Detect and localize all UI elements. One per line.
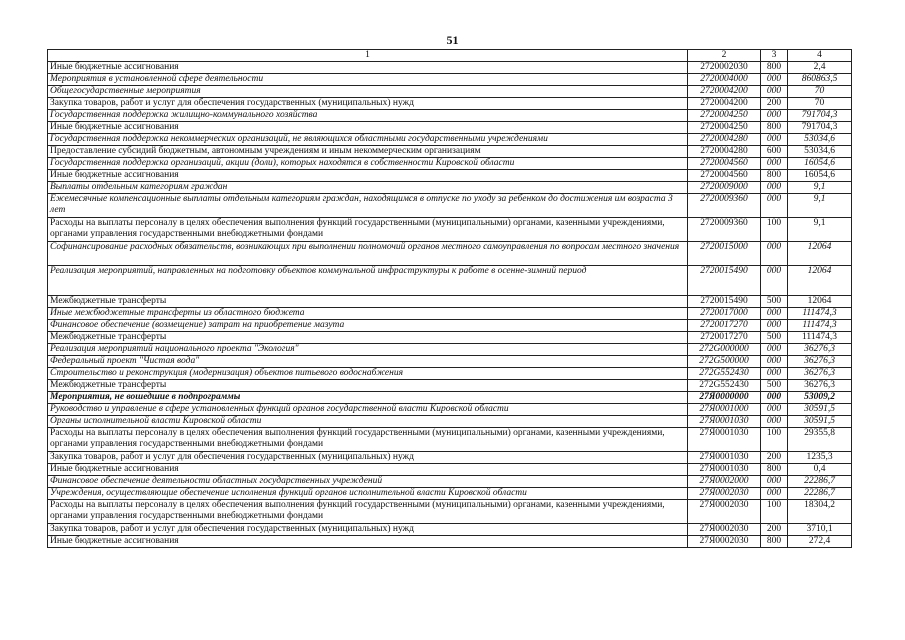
table-row: [48, 122, 852, 134]
row-code-cell: 27Я0002030: [688, 536, 761, 548]
row-amount-cell: 36276,3: [788, 356, 852, 368]
row-code-cell: 2720017270: [688, 320, 761, 332]
table-row: [48, 344, 852, 356]
row-code-cell: 2720004560: [688, 170, 761, 182]
row-code-cell: 2720004250: [688, 122, 761, 134]
table-row: [48, 146, 852, 158]
table-row: [48, 194, 852, 218]
row-name-cell: Расходы на выплаты персоналу в целях обеспечения выполнения функций государственными (муниципальными) органами, казенными учреждениями, органами управления государственными внебюджетными фондами: [48, 218, 688, 242]
row-name-cell: Закупка товаров, работ и услуг для обеспечения государственных (муниципальных) нужд: [48, 98, 688, 110]
row-type-cell: 800: [761, 62, 788, 74]
row-name-cell: Закупка товаров, работ и услуг для обеспечения государственных (муниципальных) нужд: [48, 452, 688, 464]
row-type-cell: 800: [761, 122, 788, 134]
row-code-cell: 27Я0001030: [688, 428, 761, 452]
row-amount-cell: 53034,6: [788, 134, 852, 146]
row-type-cell: 100: [761, 218, 788, 242]
row-code-cell: 27Я0002030: [688, 524, 761, 536]
table-row: [48, 500, 852, 524]
row-name-cell: Межбюджетные трансферты: [48, 332, 688, 344]
row-type-cell: 000: [761, 194, 788, 218]
row-type-cell: 800: [761, 464, 788, 476]
row-amount-cell: 272,4: [788, 536, 852, 548]
row-type-cell: 000: [761, 308, 788, 320]
row-code-cell: 27Я0002030: [688, 500, 761, 524]
table-row: [48, 452, 852, 464]
row-name-cell: Мероприятия в установленной сфере деятельности: [48, 74, 688, 86]
row-code-cell: 2720009360: [688, 194, 761, 218]
row-amount-cell: 30591,5: [788, 404, 852, 416]
row-amount-cell: 9,1: [788, 182, 852, 194]
row-amount-cell: 3710,1: [788, 524, 852, 536]
row-code-cell: 2720017000: [688, 308, 761, 320]
table-row: [48, 242, 852, 266]
row-type-cell: 000: [761, 368, 788, 380]
row-name-cell: Закупка товаров, работ и услуг для обеспечения государственных (муниципальных) нужд: [48, 524, 688, 536]
row-name-cell: Выплаты отдельным категориям граждан: [48, 182, 688, 194]
table-row: [48, 74, 852, 86]
row-amount-cell: 22286,7: [788, 488, 852, 500]
row-code-cell: 272G500000: [688, 356, 761, 368]
row-name-cell: Иные межбюджетные трансферты из областного бюджета: [48, 308, 688, 320]
table-row: [48, 392, 852, 404]
row-code-cell: 27Я0002000: [688, 476, 761, 488]
row-amount-cell: 16054,6: [788, 158, 852, 170]
row-code-cell: 2720004250: [688, 110, 761, 122]
row-name-cell: Органы исполнительной власти Кировской области: [48, 416, 688, 428]
table-row: [48, 182, 852, 194]
row-type-cell: 200: [761, 452, 788, 464]
table-header-row: [48, 50, 852, 62]
row-name-cell: Межбюджетные трансферты: [48, 296, 688, 308]
row-code-cell: 272G000000: [688, 344, 761, 356]
row-code-cell: 27Я0002030: [688, 488, 761, 500]
table-row: [48, 86, 852, 98]
row-type-cell: 000: [761, 416, 788, 428]
row-name-cell: Иные бюджетные ассигнования: [48, 536, 688, 548]
row-name-cell: Предоставление субсидий бюджетным, автономным учреждениям и иным некоммерческим организациям: [48, 146, 688, 158]
row-code-cell: 27Я0001000: [688, 404, 761, 416]
row-code-cell: 2720009000: [688, 182, 761, 194]
row-amount-cell: 70: [788, 86, 852, 98]
row-name-cell: Государственная поддержка организаций, акции (доли), которых находятся в собственности Кировской области: [48, 158, 688, 170]
header-col-1: 1: [48, 50, 688, 62]
row-name-cell: Федеральный проект "Чистая вода": [48, 356, 688, 368]
row-type-cell: 000: [761, 182, 788, 194]
row-code-cell: 2720004560: [688, 158, 761, 170]
row-code-cell: 2720004280: [688, 146, 761, 158]
row-code-cell: 27Я0001030: [688, 464, 761, 476]
table-row: [48, 428, 852, 452]
table-row: [48, 524, 852, 536]
row-type-cell: 000: [761, 320, 788, 332]
row-type-cell: 000: [761, 488, 788, 500]
row-name-cell: Учреждения, осуществляющие обеспечение исполнения функций органов исполнительной власти Кировской области: [48, 488, 688, 500]
row-name-cell: Финансовое обеспечение деятельности областных государственных учреждений: [48, 476, 688, 488]
table-row: [48, 266, 852, 296]
table-row: [48, 158, 852, 170]
row-amount-cell: 12064: [788, 242, 852, 266]
table-row: [48, 98, 852, 110]
row-type-cell: 000: [761, 158, 788, 170]
row-amount-cell: 22286,7: [788, 476, 852, 488]
budget-table: [47, 49, 852, 548]
header-col-3: 3: [761, 50, 788, 62]
row-name-cell: Реализация мероприятий, направленных на подготовку объектов коммунальной инфраструктуры к работе в осенне-зимний период: [48, 266, 688, 296]
row-code-cell: 272G552430: [688, 368, 761, 380]
row-name-cell: Расходы на выплаты персоналу в целях обеспечения выполнения функций государственными (муниципальными) органами, казенными учреждениями, органами управления государственными внебюджетными фондами: [48, 500, 688, 524]
table-row: [48, 488, 852, 500]
row-type-cell: 500: [761, 332, 788, 344]
table-row: [48, 170, 852, 182]
row-amount-cell: 36276,3: [788, 368, 852, 380]
row-name-cell: Иные бюджетные ассигнования: [48, 170, 688, 182]
row-code-cell: 2720017270: [688, 332, 761, 344]
row-amount-cell: 2,4: [788, 62, 852, 74]
row-name-cell: Руководство и управление в сфере установленных функций органов государственной власти Кировской области: [48, 404, 688, 416]
row-type-cell: 000: [761, 344, 788, 356]
row-amount-cell: 9,1: [788, 218, 852, 242]
table-row: [48, 62, 852, 74]
row-code-cell: 2720004280: [688, 134, 761, 146]
page-number: 51: [446, 33, 459, 47]
row-type-cell: 000: [761, 86, 788, 98]
header-col-2: 2: [688, 50, 761, 62]
row-name-cell: Реализация мероприятий национального проекта "Экология": [48, 344, 688, 356]
row-amount-cell: 53034,6: [788, 146, 852, 158]
row-name-cell: Иные бюджетные ассигнования: [48, 122, 688, 134]
row-type-cell: 100: [761, 500, 788, 524]
row-amount-cell: 12064: [788, 296, 852, 308]
row-name-cell: Финансовое обеспечение (возмещение) затрат на приобретение мазута: [48, 320, 688, 332]
row-code-cell: 27Я0001030: [688, 452, 761, 464]
table-row: [48, 218, 852, 242]
table-body: [48, 62, 852, 548]
row-type-cell: 500: [761, 296, 788, 308]
row-code-cell: 27Я0000000: [688, 392, 761, 404]
row-name-cell: Строительство и реконструкция (модернизация) объектов питьевого водоснабжения: [48, 368, 688, 380]
row-code-cell: 2720004200: [688, 86, 761, 98]
table-row: [48, 536, 852, 548]
row-amount-cell: 29355,8: [788, 428, 852, 452]
row-code-cell: 2720002030: [688, 62, 761, 74]
table-row: [48, 404, 852, 416]
row-name-cell: Мероприятия, не вошедшие в подпрограммы: [48, 392, 688, 404]
row-code-cell: 2720015490: [688, 266, 761, 296]
row-amount-cell: 111474,3: [788, 332, 852, 344]
row-amount-cell: 9,1: [788, 194, 852, 218]
row-code-cell: 2720015000: [688, 242, 761, 266]
row-amount-cell: 30591,5: [788, 416, 852, 428]
row-name-cell: Общегосударственные мероприятия: [48, 86, 688, 98]
table-row: [48, 476, 852, 488]
row-type-cell: 000: [761, 476, 788, 488]
row-name-cell: Ежемесячные компенсационные выплаты отдельным категориям граждан, находящимся в отпуске по уходу за ребенком до достижения им возраста 3 лет: [48, 194, 688, 218]
row-amount-cell: 860863,5: [788, 74, 852, 86]
row-amount-cell: 12064: [788, 266, 852, 296]
row-type-cell: 100: [761, 428, 788, 452]
row-code-cell: 2720015490: [688, 296, 761, 308]
row-code-cell: 2720009360: [688, 218, 761, 242]
row-type-cell: 200: [761, 98, 788, 110]
row-type-cell: 600: [761, 146, 788, 158]
row-amount-cell: 0,4: [788, 464, 852, 476]
row-name-cell: Софинансирование расходных обязательств, возникающих при выполнении полномочий органов местного самоуправления по вопросам местного значения: [48, 242, 688, 266]
table-row: [48, 296, 852, 308]
row-type-cell: 000: [761, 134, 788, 146]
row-name-cell: Иные бюджетные ассигнования: [48, 464, 688, 476]
table-row: [48, 464, 852, 476]
table-row: [48, 380, 852, 392]
row-amount-cell: 70: [788, 98, 852, 110]
row-amount-cell: 791704,3: [788, 122, 852, 134]
row-amount-cell: 791704,3: [788, 110, 852, 122]
row-amount-cell: 16054,6: [788, 170, 852, 182]
row-amount-cell: 111474,3: [788, 308, 852, 320]
row-type-cell: 000: [761, 404, 788, 416]
table-row: [48, 308, 852, 320]
table-row: [48, 110, 852, 122]
row-code-cell: 2720004000: [688, 74, 761, 86]
row-code-cell: 272G552430: [688, 380, 761, 392]
row-type-cell: 000: [761, 392, 788, 404]
row-amount-cell: 53009,2: [788, 392, 852, 404]
row-type-cell: 000: [761, 266, 788, 296]
row-amount-cell: 36276,3: [788, 344, 852, 356]
table-row: [48, 416, 852, 428]
row-code-cell: 27Я0001030: [688, 416, 761, 428]
table-row: [48, 320, 852, 332]
row-code-cell: 2720004200: [688, 98, 761, 110]
row-name-cell: Государственная поддержка жилищно-коммунального хозяйства: [48, 110, 688, 122]
row-amount-cell: 18304,2: [788, 500, 852, 524]
row-type-cell: 800: [761, 536, 788, 548]
row-name-cell: Иные бюджетные ассигнования: [48, 62, 688, 74]
table-row: [48, 332, 852, 344]
row-amount-cell: 111474,3: [788, 320, 852, 332]
table-row: [48, 356, 852, 368]
row-name-cell: Межбюджетные трансферты: [48, 380, 688, 392]
header-col-4: 4: [788, 50, 852, 62]
row-type-cell: 500: [761, 380, 788, 392]
row-type-cell: 200: [761, 524, 788, 536]
row-name-cell: Расходы на выплаты персоналу в целях обеспечения выполнения функций государственными (муниципальными) органами, казенными учреждениями, органами управления государственными внебюджетными фондами: [48, 428, 688, 452]
row-type-cell: 000: [761, 110, 788, 122]
table-row: [48, 368, 852, 380]
row-type-cell: 800: [761, 170, 788, 182]
table-row: [48, 134, 852, 146]
row-type-cell: 000: [761, 356, 788, 368]
row-type-cell: 000: [761, 74, 788, 86]
row-amount-cell: 1235,3: [788, 452, 852, 464]
row-type-cell: 000: [761, 242, 788, 266]
row-name-cell: Государственная поддержка некоммерческих организаций, не являющихся областными государственными учреждениями: [48, 134, 688, 146]
row-amount-cell: 36276,3: [788, 380, 852, 392]
